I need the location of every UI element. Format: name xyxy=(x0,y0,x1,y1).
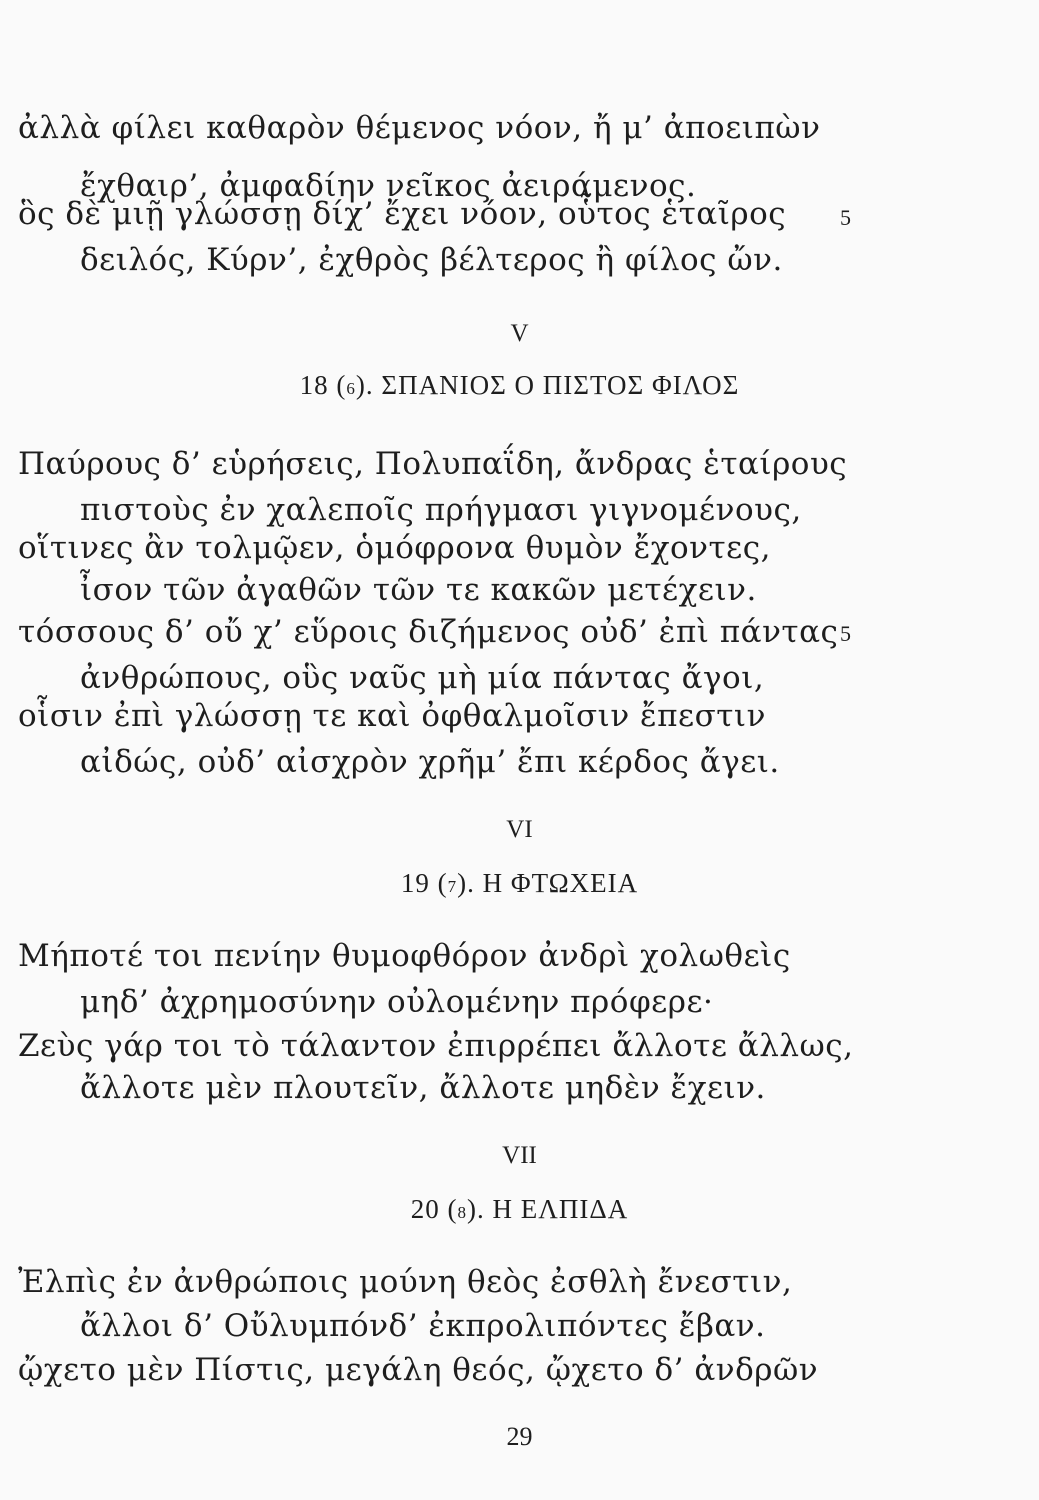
heading-number-small: 7 xyxy=(447,877,458,896)
verse-line: ἀνθρώπους, οὓς ναῦς μὴ μία πάντας ἄγοι, xyxy=(80,660,765,696)
verse-line: ὃς δὲ μιῇ γλώσσῃ δίχ’ ἔχει νόον, οὗτος ἑταῖρος xyxy=(18,196,787,232)
verse-line: Ἐλπὶς ἐν ἀνθρώποις μούνη θεὸς ἐσθλὴ ἔνεστιν, xyxy=(18,1264,793,1300)
heading-number: 18 ( xyxy=(299,370,347,400)
heading-title: ). Η ΦΤΩΧΕΙΑ xyxy=(457,868,639,898)
verse-line: δειλός, Κύρν’, ἐχθρὸς βέλτερος ἢ φίλος ὤν. xyxy=(80,242,783,278)
verse-line: Μήποτέ τοι πενίην θυμοφθόρον ἀνδρὶ χολωθεὶς xyxy=(18,938,791,974)
heading-number-small: 6 xyxy=(346,379,356,398)
section-heading xyxy=(0,1192,1039,1230)
verse-line: ἔχθαιρ’, ἀμφαδίην νεῖκος ἀειράμενος. xyxy=(80,168,697,204)
heading-number: 19 ( xyxy=(400,868,448,898)
line-number: 5 xyxy=(840,621,851,646)
verse-line: οἵτινες ἂν τολμῷεν, ὁμόφρονα θυμὸν ἔχοντες, xyxy=(18,530,771,566)
verse-line: Ζεὺς γάρ τοι τὸ τάλαντον ἐπιρρέπει ἄλλοτε ἄλλως, xyxy=(18,1028,854,1064)
verse-line: ἀλλὰ φίλει καθαρὸν θέμενος νόον, ἤ μ’ ἀποειπὼν xyxy=(18,110,821,146)
heading-number: 20 ( xyxy=(410,1194,458,1224)
heading-title: ). ΣΠΑΝΙΟΣ Ο ΠΙΣΤΟΣ ΦΙΛΟΣ xyxy=(355,370,740,400)
verse-line: τόσσους δ’ οὔ χ’ εὕροις διζήμενος οὐδ’ ἐπὶ πάντας xyxy=(18,614,839,650)
section-heading xyxy=(0,866,1039,904)
verse-line: ἄλλοι δ’ Οὔλυμπόνδ’ ἐκπρολιπόντες ἔβαν. xyxy=(80,1308,766,1344)
verse-line: μηδ’ ἀχρημοσύνην οὐλομένην πρόφερε· xyxy=(80,984,714,1020)
verse-line: ἄλλοτε μὲν πλουτεῖν, ἄλλοτε μηδὲν ἔχειν. xyxy=(80,1070,766,1106)
verse-line: οἷσιν ἐπὶ γλώσσῃ τε καὶ ὀφθαλμοῖσιν ἔπεστιν xyxy=(18,698,766,734)
verse-line: Παύρους δ’ εὑρήσεις, Πολυπαΐδη, ἄνδρας ἑταίρους xyxy=(18,446,848,482)
verse-line: ᾤχετο μὲν Πίστις, μεγάλη θεός, ᾤχετο δ’ ἀνδρῶν xyxy=(18,1352,819,1388)
verse-line: πιστοὺς ἐν χαλεποῖς πρήγμασι γιγνομένους, xyxy=(80,492,802,528)
section-roman-numeral: VI xyxy=(506,816,533,843)
section-roman-numeral: V xyxy=(510,320,529,347)
section-heading xyxy=(0,368,1039,406)
heading-number-small: 8 xyxy=(457,1203,468,1222)
section-roman-numeral: VII xyxy=(502,1142,537,1169)
verse-line: αἰδώς, οὐδ’ αἰσχρὸν χρῆμ’ ἔπι κέρδος ἄγει. xyxy=(80,744,780,780)
page-number: 29 xyxy=(506,1422,533,1451)
heading-title: ). Η ΕΛΠΙΔΑ xyxy=(467,1194,629,1224)
verse-line: ἶσον τῶν ἀγαθῶν τῶν τε κακῶν μετέχειν. xyxy=(80,572,757,608)
line-number: 5 xyxy=(840,205,851,230)
